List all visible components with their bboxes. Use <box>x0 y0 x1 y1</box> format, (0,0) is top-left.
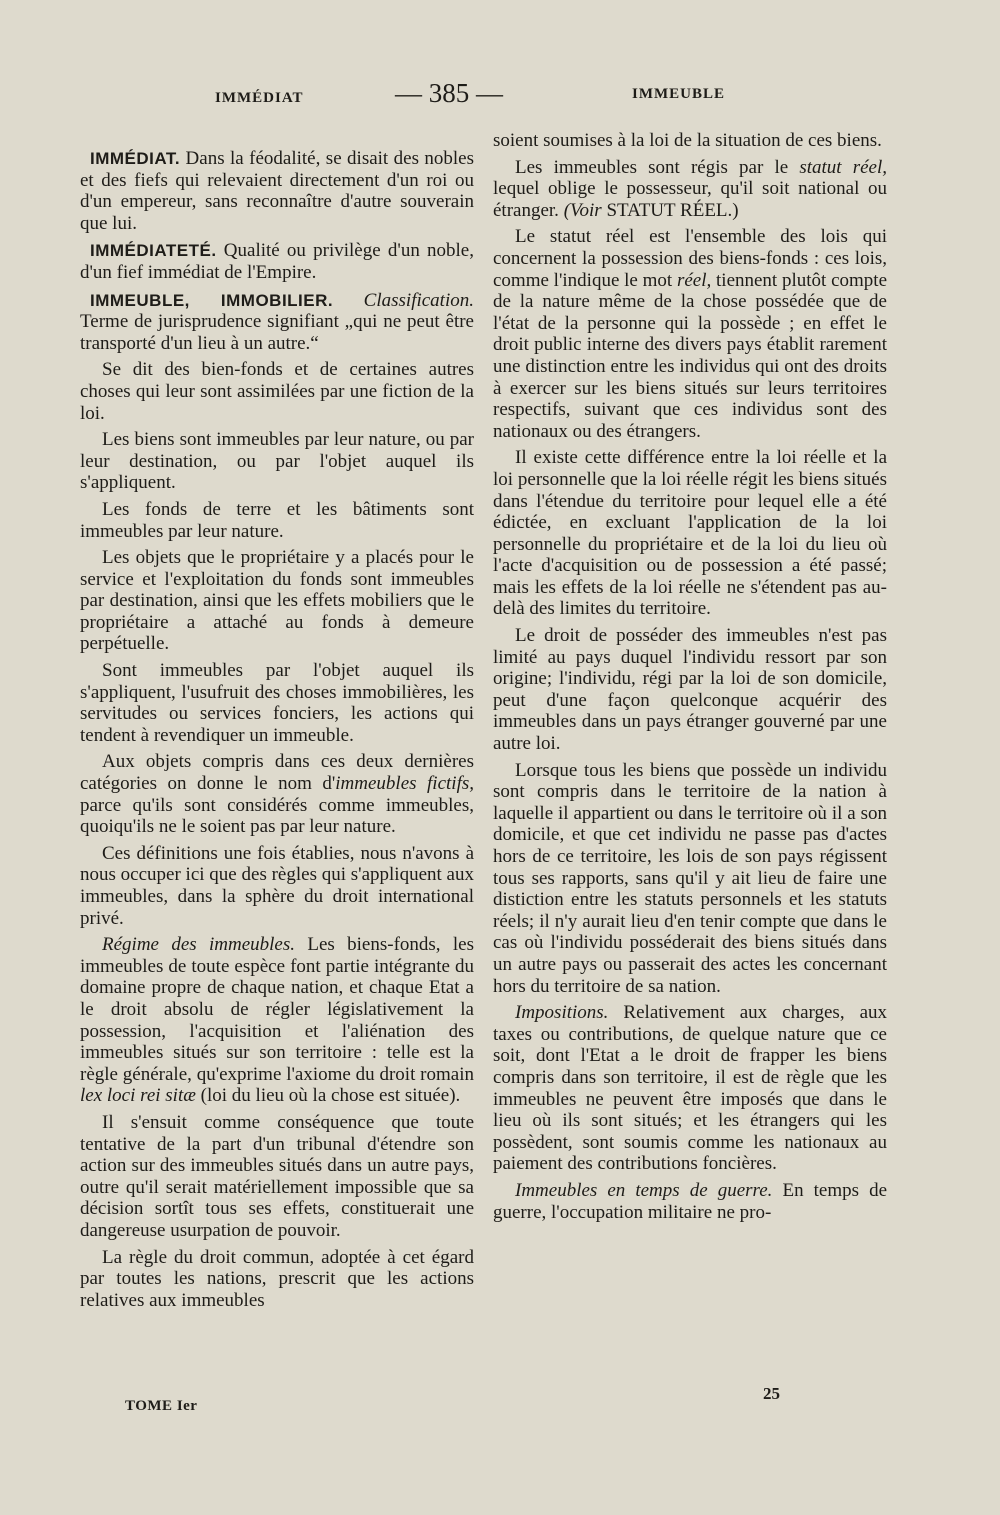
left-column <box>80 142 474 1392</box>
section-italic: Impositions. <box>515 1002 609 1024</box>
entry-text: Qualité ou privilège d'un noble, d'un fief immédiat de l'Empire. <box>80 240 474 283</box>
italic-term: réel, <box>676 269 712 291</box>
italic-term: statut réel, <box>799 156 887 178</box>
paragraph: Les biens sont immeubles par leur nature, ou par leur destination, ou par l'objet auquel ils s'appliquent. <box>80 429 474 494</box>
paragraph: Lorsque tous les biens que possède un individu sont compris dans le territoire de la nation à laquelle il appartient ou dans le territoire où il a son domicile, et que cet individu ne passe pas d'actes hors de ce territoire, les lois de son pays régissent tous ses rapports, sans qu'il y ait lieu de faire une distiction entre les statuts personnels et les statuts réels; il n'y aurait lieu d'en tenir compte que dans le cas où l'individu posséderait des biens situés dans un autre pays ou passerait des actes les concernant hors du territoire de sa nation. <box>493 759 887 997</box>
section-italic: Classification. <box>333 289 474 311</box>
text-run: Relativement aux charges, aux taxes ou contributions, de quelque nature que ce soit, dont l'Etat a le droit de frapper les biens compris dans son territoire, il est de règle que les immeubles ne peuvent être imposés que dans le lieu où ils sont situés; et les étrangers qui les possèdent, sont soumis comme les nationaux au paiement des contributions foncières. <box>493 1002 887 1175</box>
paragraph: Ces définitions une fois établies, nous n'avons à nous occuper ici que des règles qui s'appliquent aux immeubles, dans la sphère du droit international privé. <box>80 842 474 929</box>
volume-signature: TOME Ier <box>125 1398 198 1414</box>
text-run: En temps de guerre, l'occupation militaire ne pro- <box>493 1179 887 1223</box>
paragraph: Les fonds de terre et les bâtiments sont immeubles par leur nature. <box>80 498 474 542</box>
paragraph: Il existe cette différence entre la loi réelle et la loi personnelle que la loi réelle régit les biens situés dans l'étendue du territoire pour lequel elle a été édictée, en excluant l'application de la loi personnelle du propriétaire et de la loi du lieu où l'acte d'acquisition ou de possession a été passé; mais les effets de la loi réelle ne s'étendent pas au-delà des limites du territoire. <box>493 447 887 620</box>
italic-term: immeubles fictifs, <box>335 773 474 795</box>
paragraph <box>493 157 887 222</box>
headword: IMMÉDIAT. <box>90 149 181 168</box>
section-italic: Régime des immeubles. <box>102 934 296 956</box>
paragraph <box>493 1002 887 1175</box>
text-run: Les immeubles sont régis par le <box>515 156 800 178</box>
entry-immediat <box>80 148 474 234</box>
paragraph: Les objets que le propriétaire y a placés pour le service et l'exploitation du fonds sont immeubles par destination, ainsi que les effets mobiliers que le propriétaire a attaché au fonds à demeure perpétuelle. <box>80 547 474 655</box>
text-run: Les biens-fonds, les immeubles de toute espèce font partie intégrante du domaine propre de chaque nation, et chaque Etat a le droit absolu de régler législativement la possession, l'acquisition et l'aliénation des immeubles situés sur son territoire : telle est la règle générale, qu'exprime l'axiome du droit romain <box>80 934 474 1085</box>
paragraph: Le droit de posséder des immeubles n'est pas limité au pays duquel l'individu ressort par son origine; l'individu, régi par la loi de son domicile, peut d'une façon quelconque acquérir des immeubles dans un pays étranger gouverné par une autre loi. <box>493 625 887 755</box>
entry-text: Terme de jurisprudence signifiant „qui ne peut être transporté d'un lieu à un autre.“ <box>80 311 474 354</box>
right-column <box>493 130 887 1375</box>
text-run: STATUT RÉEL.) <box>601 199 739 221</box>
paragraph: La règle du droit commun, adoptée à cet égard par toutes les nations, prescrit que les actions relatives aux immeubles <box>80 1246 474 1311</box>
paragraph: Se dit des bien-fonds et de certaines autres choses qui leur sont assimilées par une fiction de la loi. <box>80 359 474 424</box>
paragraph: soient soumises à la loi de la situation de ces biens. <box>493 130 882 151</box>
entry-immeuble <box>80 290 474 355</box>
text-run: tiennent plutôt compte de la nature même de la chose possédée que de l'état de la personne qui la possède ; en effet le droit public interne des divers pays établit rarement une distinction entre les individus qui ont des droits à exercer sur les biens situés sur leurs territoires respectifs, suivant que ces individus sont des nationaux ou des étrangers. <box>493 269 887 442</box>
paragraph: Il s'ensuit comme conséquence que toute tentative de la part d'un tribunal d'étendre son action sur des immeubles situés dans un autre pays, outre qu'il serait matériellement impossible que sa décision sortît tous ses effets, constituerait une dangereuse usurpation de pouvoir. <box>80 1111 474 1241</box>
paragraph <box>80 934 474 1107</box>
gathering-number: 25 <box>763 1384 780 1403</box>
paragraph <box>80 751 474 837</box>
italic-term: (Voir <box>563 199 602 221</box>
section-italic: Immeubles en temps de guerre. <box>515 1179 773 1201</box>
text-run: Le statut réel est l'ensemble des lois qui concernent la possession des biens-fonds : ces lois, comme l'indique le mot <box>493 226 887 291</box>
headword: IMMÉDIATETÉ. <box>90 241 217 261</box>
headword: IMMEUBLE, IMMOBILIER. <box>90 290 334 310</box>
text-run: parce qu'ils sont considérés comme immeubles, quoiqu'ils ne le soient pas par leur nature. <box>80 794 474 838</box>
paragraph <box>493 1180 887 1223</box>
paragraph: Sont immeubles par l'objet auquel ils s'appliquent, l'usufruit des choses immobilières, les servitudes ou services fonciers, les actions qui tendent à revendiquer un immeuble. <box>80 660 474 746</box>
text-run: Aux objets compris dans ces deux dernières catégories on donne le nom d' <box>80 751 474 795</box>
page-number: — 385 — <box>395 78 503 108</box>
italic-term: lex loci rei sitæ <box>80 1085 196 1107</box>
text-run: (loi du lieu où la chose est située). <box>195 1085 461 1107</box>
header-left-word: IMMÉDIAT <box>215 90 304 106</box>
entry-text: Dans la féodalité, se disait des nobles et des fiefs qui relevaient directement d'un roi ou d'un empereur, sans reconnaître d'autre souverain que lui. <box>80 148 474 234</box>
entry-immediatete <box>80 240 474 283</box>
text-run: lequel oblige le possesseur, qu'il soit national ou étranger. <box>493 178 887 221</box>
paragraph <box>493 226 887 442</box>
header-right-word: IMMEUBLE <box>632 86 726 102</box>
running-head <box>0 78 1000 118</box>
